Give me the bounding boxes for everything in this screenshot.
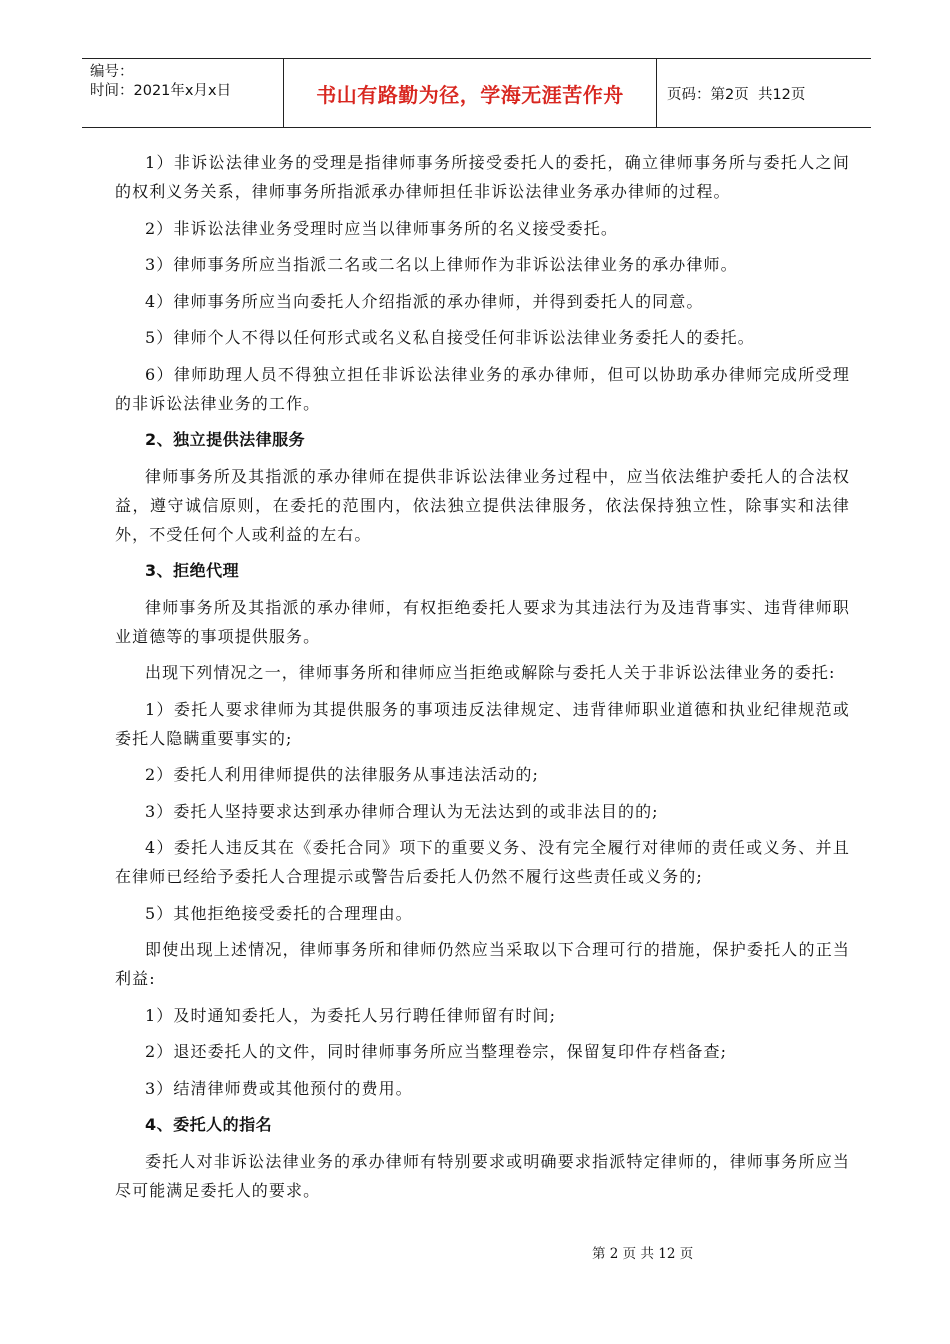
paragraph: 2）退还委托人的文件，同时律师事务所应当整理卷宗，保留复印件存档备查;: [145, 1042, 728, 1061]
paragraph: 5）其他拒绝接受委托的合理理由。: [145, 903, 413, 923]
paragraph: 3）委托人坚持要求达到承办律师合理认为无法达到的或非法目的的;: [145, 801, 659, 821]
paragraph: 1）委托人要求律师为其提供服务的事项违反法律规定、违背律师职业道德和执业纪律规范或委托人隐瞒重要事实的;: [115, 699, 850, 748]
paragraph: 1）及时通知委托人，为委托人另行聘任律师留有时间;: [145, 1005, 557, 1025]
paragraph: 3）结清律师费或其他预付的费用。: [145, 1078, 413, 1098]
section-heading: 2、独立提供法律服务: [145, 430, 306, 449]
paragraph: 5）律师个人不得以任何形式或名义私自接受任何非诉讼法律业务委托人的委托。: [145, 328, 755, 347]
header-page-info: [657, 59, 871, 127]
section-heading: 4、委托人的指名: [145, 1115, 273, 1134]
paragraph: 6）律师助理人员不得独立担任非诉讼法律业务的承办律师，但可以协助承办律师完成所受理的非诉讼法律业务的工作。: [115, 364, 850, 413]
paragraph: 即使出现上述情况，律师事务所和律师仍然应当采取以下合理可行的措施，保护委托人的正当利益:: [115, 940, 850, 988]
document-body: [115, 148, 850, 1212]
paragraph: 1）非诉讼法律业务的受理是指律师事务所接受委托人的委托，确立律师事务所与委托人之间的权利义务关系，律师事务所指派承办律师担任非诉讼法律业务承办律师的过程。: [115, 153, 850, 201]
page-header: [82, 58, 871, 128]
paragraph: 出现下列情况之一，律师事务所和律师应当拒绝或解除与委托人关于非诉讼法律业务的委托:: [145, 663, 836, 682]
paragraph: 律师事务所及其指派的承办律师，有权拒绝委托人要求为其违法行为及违背事实、违背律师职业道德等的事项提供服务。: [115, 597, 850, 646]
page-footer: 第 2 页 共 12 页: [592, 1246, 694, 1262]
paragraph: 3）律师事务所应当指派二名或二名以上律师作为非诉讼法律业务的承办律师。: [145, 255, 738, 274]
paragraph: 2）非诉讼法律业务受理时应当以律师事务所的名义接受委托。: [145, 218, 618, 238]
header-meta: [82, 59, 283, 127]
header-motto: 书山有路勤为径，学海无涯苦作舟: [283, 59, 657, 127]
paragraph: 委托人对非诉讼法律业务的承办律师有特别要求或明确要求指派特定律师的，律师事务所应当尽可能满足委托人的要求。: [115, 1151, 850, 1200]
paragraph: 4）律师事务所应当向委托人介绍指派的承办律师，并得到委托人的同意。: [145, 291, 704, 311]
paragraph: 4）委托人违反其在《委托合同》项下的重要义务、没有完全履行对律师的责任或义务、并且在律师已经给予委托人合理提示或警告后委托人仍然不履行这些责任或义务的;: [115, 838, 850, 886]
section-heading: 3、拒绝代理: [145, 561, 240, 580]
document-number-label: 编号：: [90, 64, 134, 80]
paragraph: 律师事务所及其指派的承办律师在提供非诉讼法律业务过程中，应当依法维护委托人的合法权益，遵守诚信原则，在委托的范围内，依法独立提供法律服务，依法保持独立性，除事实和法律外，不受任何个人或利益的左右。: [115, 466, 850, 544]
document-date: 时间：2021年x月x日: [90, 83, 232, 99]
header-page-number: 页码：第2页 共12页: [667, 86, 806, 103]
paragraph: 2）委托人利用律师提供的法律服务从事违法活动的;: [145, 765, 539, 784]
